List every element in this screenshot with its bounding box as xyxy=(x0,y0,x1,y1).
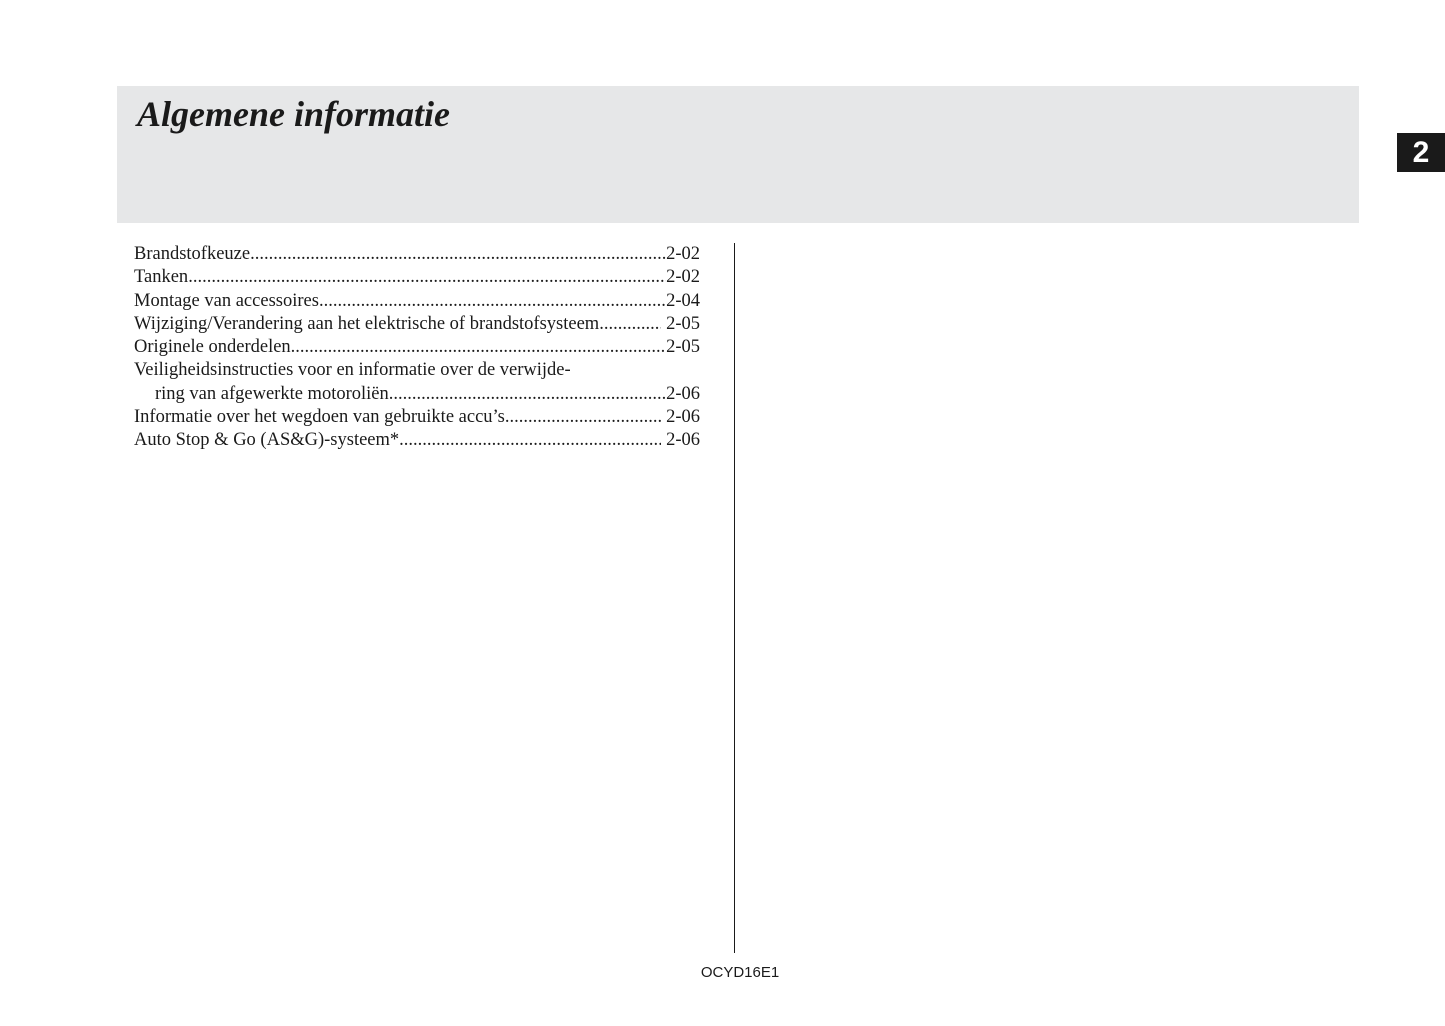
column-divider xyxy=(734,243,735,953)
toc-entry-label: Auto Stop & Go (AS&G)-systeem* xyxy=(134,430,400,451)
toc-entry-genuine-parts[interactable] xyxy=(134,336,700,359)
toc-entry-page: 2-06 xyxy=(666,383,700,404)
toc-entry-page: 2-04 xyxy=(666,290,700,311)
toc-dot-leader xyxy=(319,290,666,313)
toc-entry-label: Wijziging/Verandering aan het elektrische of brandstofsysteem xyxy=(134,313,600,334)
toc-dot-leader xyxy=(505,406,661,429)
toc-dot-leader xyxy=(188,266,666,289)
toc-entry-page: 2-06 xyxy=(666,430,700,451)
toc-entry-page: 2-02 xyxy=(666,267,700,288)
toc-entry-page: 2-06 xyxy=(666,407,700,428)
toc-dot-leader xyxy=(250,243,666,266)
toc-entry-label: Brandstofkeuze xyxy=(134,244,251,264)
toc-entry-label: Tanken xyxy=(134,267,189,288)
chapter-header-band xyxy=(117,86,1359,223)
table-of-contents xyxy=(134,243,700,453)
toc-dot-leader xyxy=(599,313,661,336)
toc-entry-oil-disposal-continued[interactable] xyxy=(134,383,700,406)
toc-entry-refueling[interactable] xyxy=(134,266,700,289)
toc-entry-auto-stop-go[interactable] xyxy=(134,429,700,452)
toc-entry-accessories[interactable] xyxy=(134,290,700,313)
toc-entry-system-modification[interactable] xyxy=(134,313,700,336)
toc-dot-leader xyxy=(389,383,666,406)
toc-entry-fuel-choice[interactable] xyxy=(134,243,700,266)
toc-dot-leader xyxy=(291,336,666,359)
chapter-title: Algemene informatie xyxy=(137,94,450,134)
toc-entry-page: 2-02 xyxy=(666,244,700,264)
toc-entry-label: Originele onderdelen xyxy=(134,337,291,358)
toc-entry-label: Montage van accessoires xyxy=(134,290,319,311)
document-code: OCYD16E1 xyxy=(700,964,780,981)
toc-entry-battery-disposal[interactable] xyxy=(134,406,700,429)
toc-entry-label: Informatie over het wegdoen van gebruikte accu’s xyxy=(134,407,505,428)
toc-entry-oil-disposal-first-line[interactable] xyxy=(134,359,700,382)
toc-entry-label: Veiligheidsinstructies voor en informatie over de verwijde- xyxy=(134,360,571,381)
toc-dot-leader xyxy=(399,429,661,452)
toc-entry-page: 2-05 xyxy=(666,337,700,358)
toc-entry-label-continuation: ring van afgewerkte motoroliën xyxy=(155,383,389,404)
toc-entry-page: 2-05 xyxy=(666,313,700,334)
chapter-number-tab: 2 xyxy=(1397,133,1445,172)
